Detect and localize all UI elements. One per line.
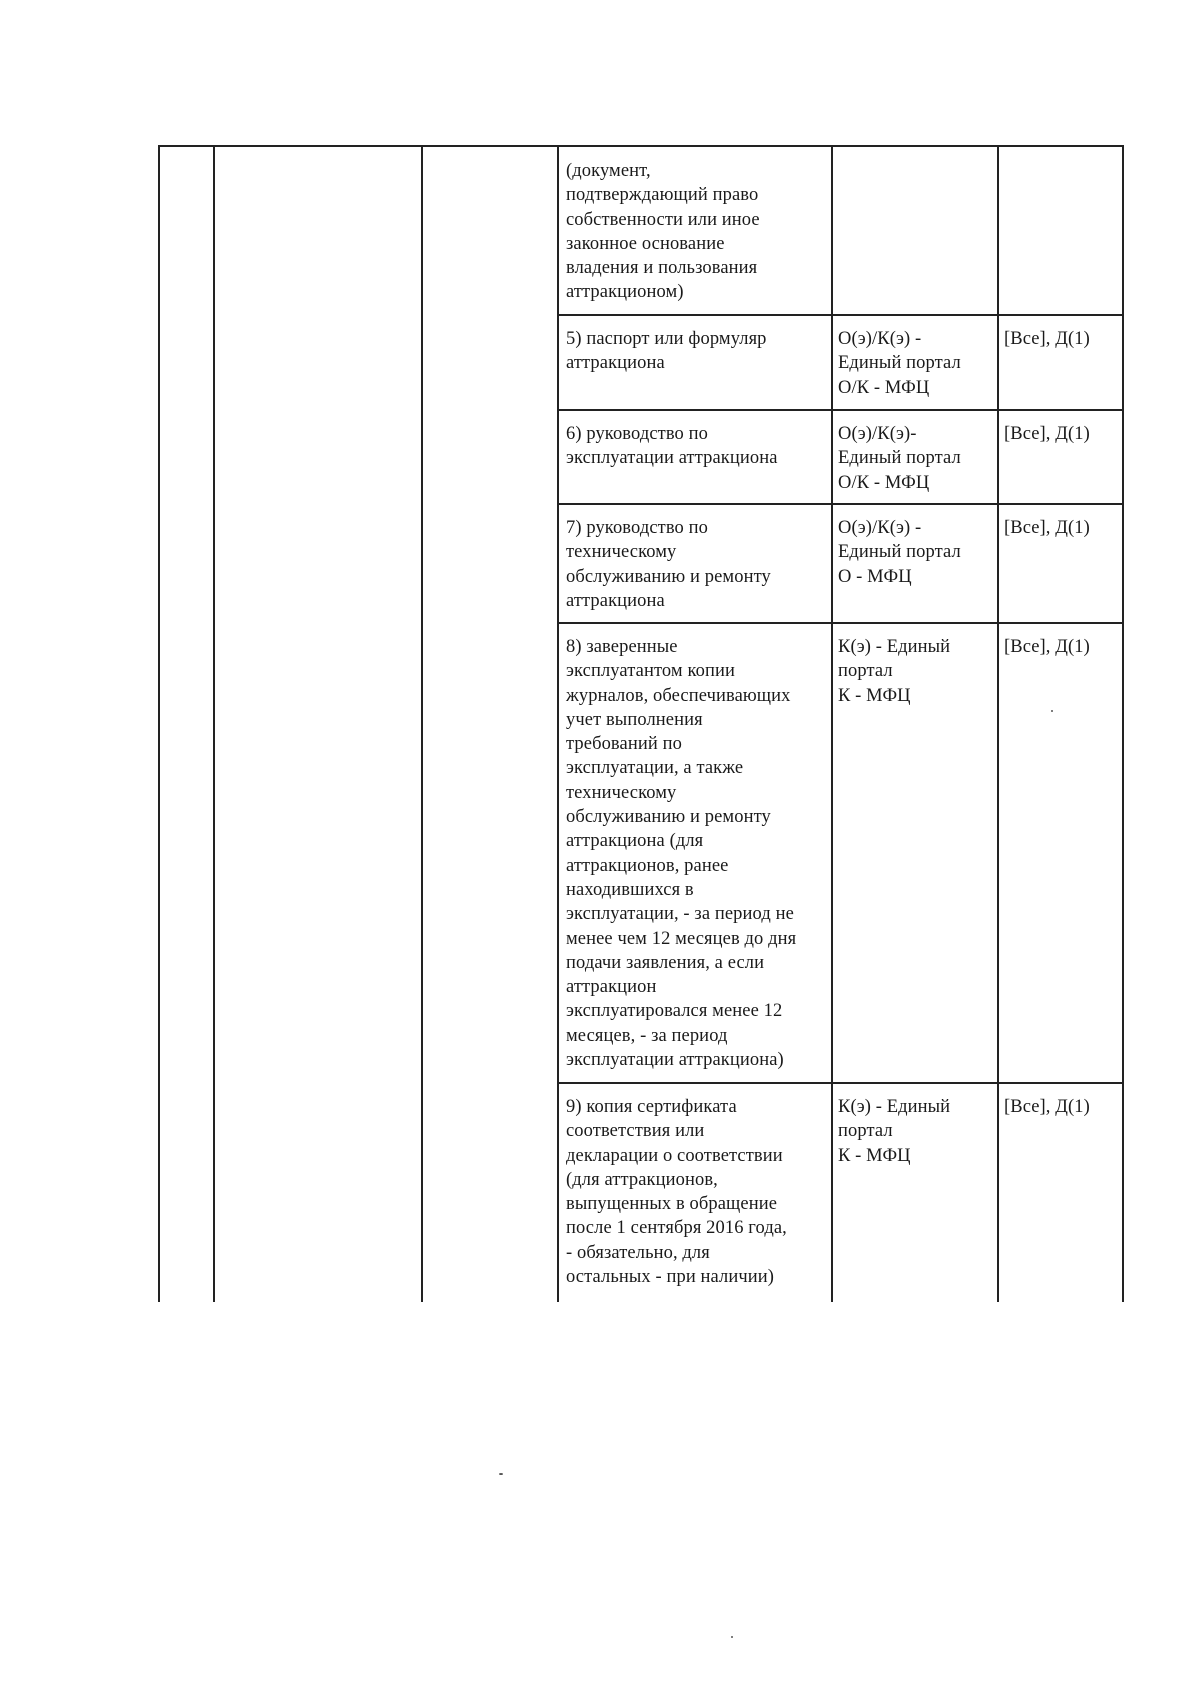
column-divider [831,145,833,1302]
row-divider [557,622,1124,624]
table-cell-category: [Все], Д(1) [1004,1097,1090,1117]
table-right-border [1122,145,1124,1302]
table-cell-source: О(э)/К(э) - Единый портал О/К - МФЦ [838,329,961,398]
table-cell-document: 8) заверенные эксплуатантом копии журналов, обеспечивающих учет выполнения требований по эксплуатации, а также техническому обслуживанию и ремонту аттракциона (для аттракционов, ранее находившихся в эксплуатации, - за период не менее чем 12 месяцев до дня подачи заявления, а если аттракцион эксплуатировался менее 12 месяцев, - за период эксплуатации аттракциона) [566,637,797,1071]
row-divider [557,1082,1124,1084]
table-cell-document: 5) паспорт или формуляр аттракциона [566,329,767,374]
requirements-table [158,145,1124,1302]
table-cell-category: [Все], Д(1) [1004,329,1090,349]
table-cell-source: О(э)/К(э)- Единый портал О/К - МФЦ [838,424,961,493]
table-cell-document: 9) копия сертификата соответствия или декларации о соответствии (для аттракционов, выпущенных в обращение после 1 сентября 2016 года, - обязательно, для остальных - при наличии) [566,1097,787,1288]
row-divider [557,314,1124,316]
row-divider [557,503,1124,505]
table-cell-category: [Все], Д(1) [1004,424,1090,444]
scan-speck [731,1636,733,1638]
column-divider [213,145,215,1302]
scan-speck [1051,710,1053,712]
column-divider [997,145,999,1302]
table-cell-category: [Все], Д(1) [1004,637,1090,657]
table-cell-document: (документ, подтверждающий право собственности или иное законное основание владения и пользования аттракционом) [566,161,760,303]
table-left-border [158,145,160,1302]
scan-speck [499,1473,503,1475]
table-cell-source: К(э) - Единый портал К - МФЦ [838,1097,951,1166]
table-cell-source: К(э) - Единый портал К - МФЦ [838,637,951,706]
column-divider [557,145,559,1302]
table-cell-document: 6) руководство по эксплуатации аттракциона [566,424,778,469]
table-cell-category: [Все], Д(1) [1004,518,1090,538]
table-cell-source: О(э)/К(э) - Единый портал О - МФЦ [838,518,961,587]
table-cell-document: 7) руководство по техническому обслуживанию и ремонту аттракциона [566,518,771,611]
column-divider [421,145,423,1302]
table-top-border [158,145,1124,147]
row-divider [557,409,1124,411]
